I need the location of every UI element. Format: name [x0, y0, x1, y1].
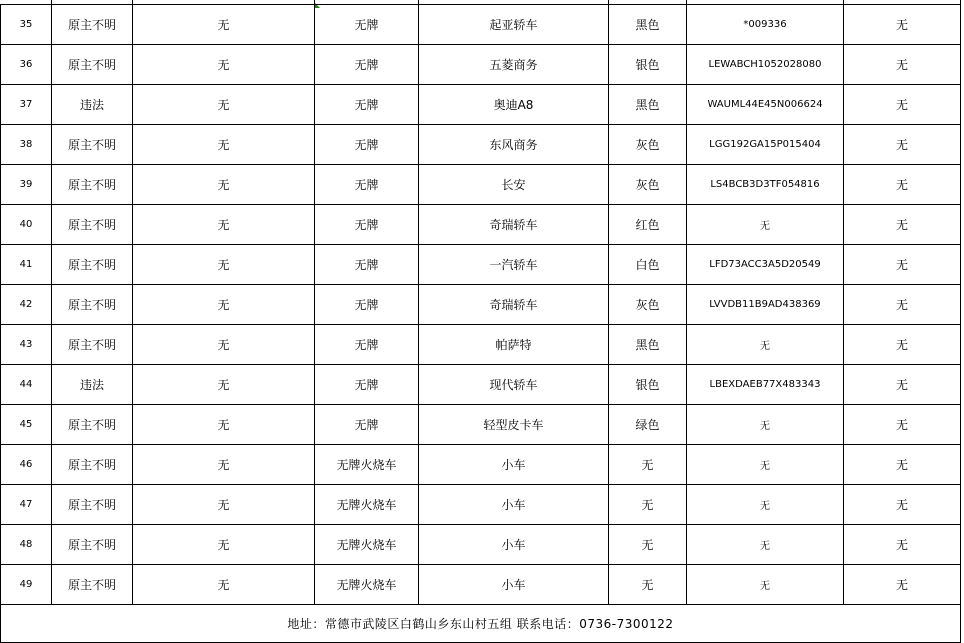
cell-plate: 无: [133, 245, 315, 285]
cell-color: 黑色: [609, 85, 687, 125]
cell-brand: 小车: [419, 565, 609, 605]
cell-reason: 原主不明: [52, 165, 133, 205]
cell-number: 47: [1, 485, 52, 525]
cell-reason: 原主不明: [52, 485, 133, 525]
cell-color: 无: [609, 485, 687, 525]
cell-number: 48: [1, 525, 52, 565]
cell-brand: 长安: [419, 165, 609, 205]
cell-vin: 无: [687, 445, 844, 485]
cell-remark: 无: [844, 165, 961, 205]
cell-number: 41: [1, 245, 52, 285]
cell-vin: 无: [687, 205, 844, 245]
table-row: [1, 165, 961, 205]
cell-remark: 无: [844, 85, 961, 125]
table-row: [1, 285, 961, 325]
cell-color: 无: [609, 565, 687, 605]
table-row: [1, 405, 961, 445]
cell-plate: 无: [133, 45, 315, 85]
cell-vin: LEWABCH1052028080: [687, 45, 844, 85]
cell-reason: 原主不明: [52, 125, 133, 165]
cell-reason: 原主不明: [52, 285, 133, 325]
table-row: [1, 445, 961, 485]
cell-vin: 无: [687, 405, 844, 445]
cell-brand: 起亚轿车: [419, 5, 609, 45]
cell-reason: 违法: [52, 85, 133, 125]
cell-brand: 奥迪A8: [419, 85, 609, 125]
cell-remark: 无: [844, 565, 961, 605]
cell-vehicle-type: 无牌: [315, 365, 419, 405]
cell-color: 灰色: [609, 165, 687, 205]
cell-number: 40: [1, 205, 52, 245]
cell-number: 49: [1, 565, 52, 605]
cell-vin: LFD73ACC3A5D20549: [687, 245, 844, 285]
cell-vehicle-type: 无牌: [315, 125, 419, 165]
cell-reason: 原主不明: [52, 5, 133, 45]
cell-number: 35: [1, 5, 52, 45]
footer-row: [1, 605, 961, 643]
cell-color: 银色: [609, 365, 687, 405]
cell-brand: 一汽轿车: [419, 245, 609, 285]
cell-vin: 无: [687, 565, 844, 605]
cell-vehicle-type: 无牌: [315, 285, 419, 325]
cell-vin: 无: [687, 325, 844, 365]
cell-vin: LGG192GA15P015404: [687, 125, 844, 165]
cell-reason: 原主不明: [52, 205, 133, 245]
cell-vin: *009336: [687, 5, 844, 45]
cell-remark: 无: [844, 285, 961, 325]
cell-color: 灰色: [609, 125, 687, 165]
cell-remark: 无: [844, 365, 961, 405]
cell-vehicle-type: 无牌: [315, 205, 419, 245]
cell-reason: 原主不明: [52, 445, 133, 485]
cell-number: 38: [1, 125, 52, 165]
table-row: [1, 125, 961, 165]
cell-color: 银色: [609, 45, 687, 85]
cell-remark: 无: [844, 325, 961, 365]
cell-plate: 无: [133, 325, 315, 365]
vehicle-table: [0, 4, 961, 643]
cell-reason: 违法: [52, 365, 133, 405]
cell-number: 46: [1, 445, 52, 485]
cell-plate: 无: [133, 205, 315, 245]
cell-reason: 原主不明: [52, 565, 133, 605]
table-row: [1, 45, 961, 85]
cell-vehicle-type: 无牌火烧车: [315, 565, 419, 605]
cell-plate: 无: [133, 285, 315, 325]
cell-vehicle-type: 无牌: [315, 165, 419, 205]
cell-plate: 无: [133, 485, 315, 525]
cell-reason: 原主不明: [52, 245, 133, 285]
cell-brand: 五菱商务: [419, 45, 609, 85]
cell-plate: 无: [133, 85, 315, 125]
footer-address-phone: 地址：常德市武陵区白鹤山乡东山村五组 联系电话：0736-7300122: [1, 605, 961, 643]
cell-vehicle-type: 无牌: [315, 45, 419, 85]
cell-color: 灰色: [609, 285, 687, 325]
cell-vehicle-type: 无牌: [315, 325, 419, 365]
cell-remark: 无: [844, 45, 961, 85]
cell-vehicle-type: 无牌: [315, 5, 419, 45]
cell-number: 36: [1, 45, 52, 85]
cell-vin: WAUML44E45N006624: [687, 85, 844, 125]
cell-plate: 无: [133, 365, 315, 405]
cell-plate: 无: [133, 405, 315, 445]
cell-color: 无: [609, 445, 687, 485]
cell-vin: LBEXDAEB77X483343: [687, 365, 844, 405]
cell-color: 黑色: [609, 5, 687, 45]
cell-brand: 东风商务: [419, 125, 609, 165]
cell-brand: 轻型皮卡车: [419, 405, 609, 445]
table-row: [1, 325, 961, 365]
cell-vin: LVVDB11B9AD438369: [687, 285, 844, 325]
cell-brand: 小车: [419, 525, 609, 565]
cell-brand: 帕萨特: [419, 325, 609, 365]
cell-vin: LS4BCB3D3TF054816: [687, 165, 844, 205]
cell-remark: 无: [844, 405, 961, 445]
table-row: [1, 525, 961, 565]
cell-remark: 无: [844, 525, 961, 565]
cell-reason: 原主不明: [52, 405, 133, 445]
cell-remark: 无: [844, 485, 961, 525]
cell-color: 黑色: [609, 325, 687, 365]
cell-vin: 无: [687, 485, 844, 525]
cell-plate: 无: [133, 125, 315, 165]
cell-number: 45: [1, 405, 52, 445]
cell-number: 37: [1, 85, 52, 125]
table-row: [1, 565, 961, 605]
cell-vehicle-type: 无牌火烧车: [315, 445, 419, 485]
cell-brand: 现代轿车: [419, 365, 609, 405]
cell-brand: 小车: [419, 445, 609, 485]
cell-reason: 原主不明: [52, 525, 133, 565]
cell-number: 44: [1, 365, 52, 405]
table-row: [1, 365, 961, 405]
cell-vehicle-type: 无牌: [315, 405, 419, 445]
cell-remark: 无: [844, 445, 961, 485]
cell-brand: 小车: [419, 485, 609, 525]
cell-vehicle-type: 无牌火烧车: [315, 525, 419, 565]
table-row: [1, 205, 961, 245]
table-row: [1, 485, 961, 525]
cell-remark: 无: [844, 125, 961, 165]
cell-vehicle-type: 无牌: [315, 245, 419, 285]
cell-brand: 奇瑞轿车: [419, 205, 609, 245]
cell-color: 绿色: [609, 405, 687, 445]
cell-plate: 无: [133, 5, 315, 45]
cell-color: 无: [609, 525, 687, 565]
table-row: [1, 85, 961, 125]
cell-plate: 无: [133, 445, 315, 485]
cell-remark: 无: [844, 245, 961, 285]
cell-remark: 无: [844, 205, 961, 245]
cell-number: 42: [1, 285, 52, 325]
cell-vehicle-type: 无牌: [315, 85, 419, 125]
table-row: [1, 245, 961, 285]
cell-reason: 原主不明: [52, 325, 133, 365]
cell-number: 43: [1, 325, 52, 365]
cell-color: 红色: [609, 205, 687, 245]
cell-plate: 无: [133, 525, 315, 565]
cell-number: 39: [1, 165, 52, 205]
cell-color: 白色: [609, 245, 687, 285]
cell-vin: 无: [687, 525, 844, 565]
cell-brand: 奇瑞轿车: [419, 285, 609, 325]
cell-reason: 原主不明: [52, 45, 133, 85]
cell-plate: 无: [133, 165, 315, 205]
table-row: [1, 5, 961, 45]
cell-remark: 无: [844, 5, 961, 45]
cell-vehicle-type: 无牌火烧车: [315, 485, 419, 525]
cell-plate: 无: [133, 565, 315, 605]
